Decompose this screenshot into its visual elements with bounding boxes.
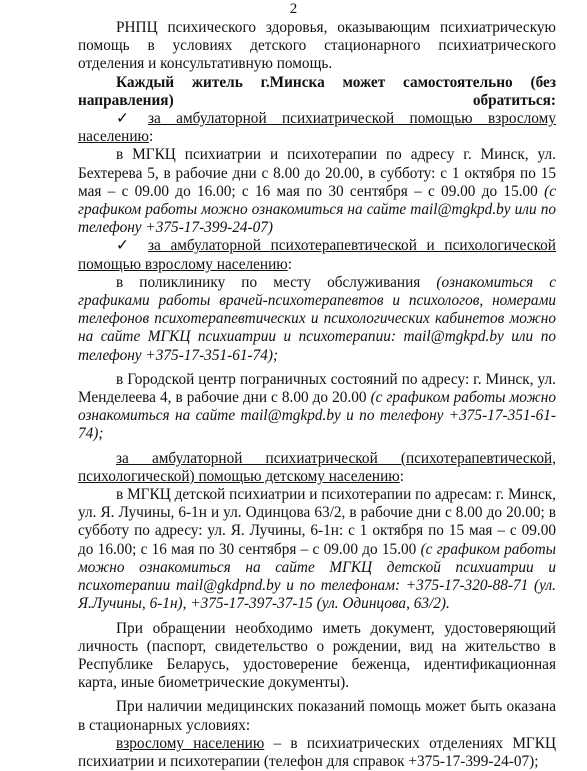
border-center-note: (с графиком работы можно ознакомиться на сайте mail@mgkpd.by и по телефону +375-17-351-61-74); xyxy=(78,389,557,443)
list-item-children xyxy=(78,450,556,486)
heading-text: Каждый житель г.Минска может самостоятельно (без направления) обратиться: xyxy=(78,73,556,109)
polyclinic-text: в поликлинику по месту обслуживания xyxy=(116,273,421,291)
checkmark-icon: ✓ xyxy=(116,110,129,128)
document-body xyxy=(78,19,556,771)
children-center-text: в МГКЦ детской психиатрии и психотерапии по адресам: г. Минск, ул. Я. Лучины, 6-1н и ул. Одинцова 63/2, в рабочие дни с 8.00 до 20.00; в субботу по адресу: ул. Я. Лучины, 6-1н: с 1 октября по 15 мая – с 09.00 до 16.00; с 16 мая по 30 сентября – с 09.00 до 15.00 xyxy=(78,486,556,558)
colon: : xyxy=(148,128,154,146)
list-item-adult-psychotherapy-title: за амбулаторной психотерапевтической и психологической помощью взрослому населению xyxy=(78,237,556,273)
polyclinic-note: (ознакомиться с графиками работы врачей-психотерапевтов и психологов, номерами телефонов психотерапевтических и психологических кабинетов можно на сайте МГКЦ психиатрии и психотерапии: mail@mgkpd.by или по телефону +375-17-351-61-74); xyxy=(78,273,556,364)
mgkc-schedule-note: (с графиком работы можно ознакомиться на сайте mail@mgkpd.by или по телефону +375-17-399-24-07) xyxy=(78,182,556,237)
list-item-adult-psychiatric-title: за амбулаторной психиатрической помощью взрослому населению xyxy=(78,110,556,146)
paragraph-mgkc-address xyxy=(78,146,556,237)
documents-text: При обращении необходимо иметь документ, удостоверяющий личность (паспорт, свидетельство о рождении, вид на жительство в Республике Беларусь, удостоверение беженца, идентификационная карта, иные биометрические документы). xyxy=(78,619,556,692)
page-number: 2 xyxy=(289,1,298,17)
children-center-note: (с графиком работы можно ознакомиться на сайте МГКЦ детской психиатрии и психотерапии mail@gkdpnd.by и по телефонам: +375-17-320-88-71 (ул. Я.Лучины, 6-1н), +375-17-397-37-15 (ул. Одинцова, 63/2). xyxy=(78,540,556,613)
paragraph-polyclinic xyxy=(78,274,556,365)
list-item-adult-inpatient xyxy=(78,735,556,771)
list-item-children-title: за амбулаторной психиатрической (психотерапевтической, психологической) помощью детскому населению xyxy=(78,449,556,485)
border-center-text: в Городской центр пограничных состояний по адресу: г. Минск, ул. Менделеева 4, в рабочие дни с 8.00 до 20.00 xyxy=(78,370,556,407)
paragraph-heading xyxy=(78,74,556,110)
list-item-adult-psychotherapy xyxy=(78,237,556,273)
colon: : xyxy=(287,255,292,273)
paragraph-documents xyxy=(78,620,556,693)
adult-inpatient-text: – в психиатрических отделениях МГКЦ психиатрии и психотерапии (телефон для справок +375-17-399-24-07); xyxy=(78,734,557,770)
list-item-adult-inpatient-title: взрослому населению xyxy=(116,734,265,752)
paragraph-children-center xyxy=(78,486,556,613)
checkmark-icon: ✓ xyxy=(116,237,129,255)
list-item-adult-psychiatric xyxy=(78,110,556,146)
paragraph-intro xyxy=(78,19,556,74)
mgkc-address-text: в МГКЦ психиатрии и психотерапии по адресу г. Минск, ул. Бехтерева 5, в рабочие дни с 8.00 до 20.00, в субботу: с 1 октября по 15 мая – с 09.00 до 16.00; с 16 мая по 30 сентября – с 09.00 до 15.00 xyxy=(78,146,556,200)
paragraph-border-center xyxy=(78,371,556,444)
inpatient-text: При наличии медицинских показаний помощь может быть оказана в стационарных условиях: xyxy=(78,698,556,734)
paragraph-intro-text: РНПЦ психического здоровья, оказывающим психиатрическую помощь в условиях детского стационарного психиатрического отделения и консультативную помощь. xyxy=(78,19,556,73)
colon: : xyxy=(399,467,404,485)
paragraph-inpatient xyxy=(78,698,556,734)
